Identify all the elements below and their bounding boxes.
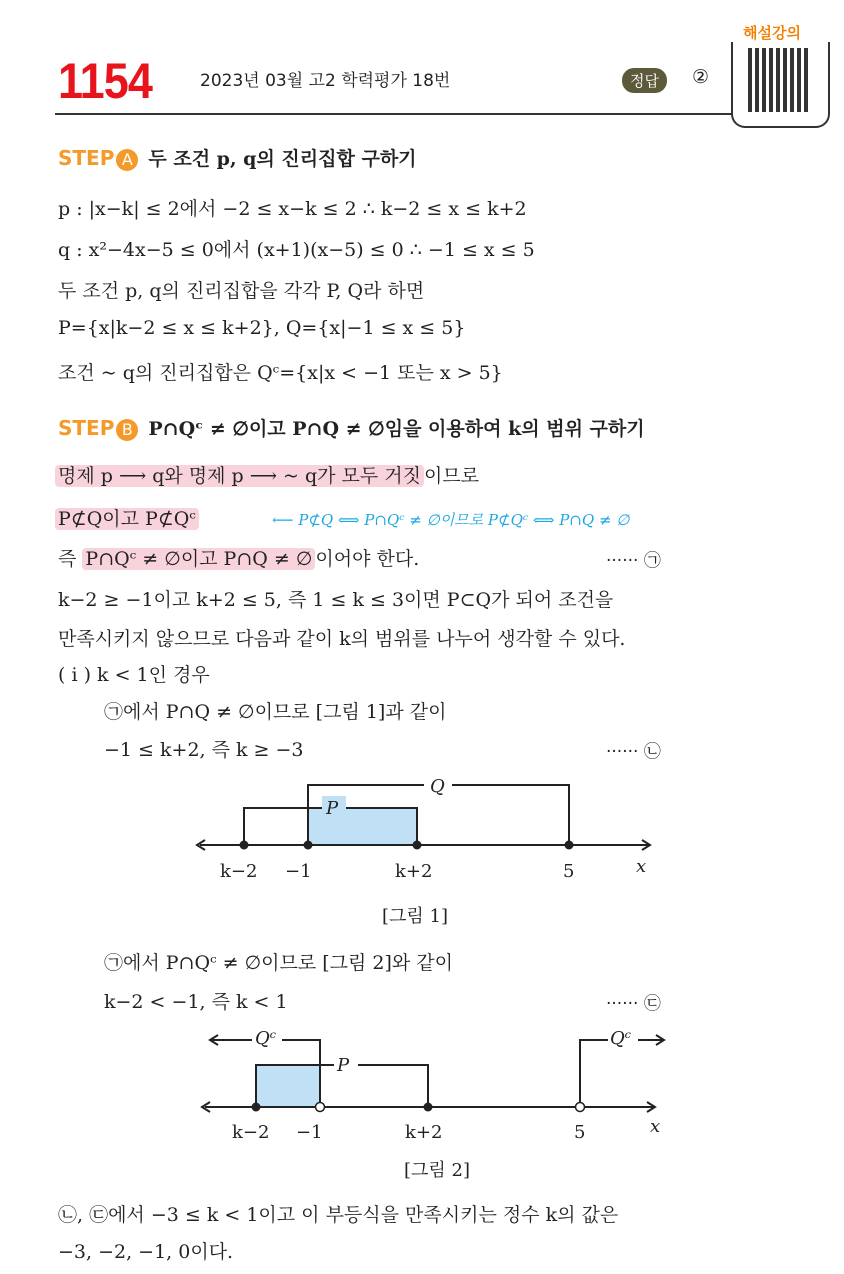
text-line — [55, 461, 479, 488]
figure-2 — [0, 1020, 844, 1190]
point — [565, 841, 574, 850]
side-note: ⟵ P⊄Q ⟺ P∩Qᶜ ≠ ∅이므로 P⊄Qᶜ ⟺ P∩Q ≠ ∅ — [272, 511, 630, 529]
step-label: STEP — [58, 416, 115, 440]
tick-label: 5 — [563, 861, 575, 882]
tick-label: k−2 — [220, 861, 258, 882]
point — [240, 841, 249, 850]
problem-number: 1154 — [58, 53, 153, 109]
figure-caption: [그림 1] — [382, 906, 448, 927]
text-line: 만족시키지 않으므로 다음과 같이 k의 범위를 나누어 생각할 수 있다. — [58, 628, 626, 650]
equation-mark: ······ ㉠ — [606, 551, 661, 571]
text-line: k−2 ≥ −1이고 k+2 ≤ 5, 즉 1 ≤ k ≤ 3이면 P⊂Q가 되어 조건을 — [58, 589, 614, 611]
text: 이어야 한다. — [315, 548, 420, 570]
text-line: 두 조건 p, q의 진리집합을 각각 P, Q라 하면 — [58, 280, 425, 302]
text: 이므로 — [423, 465, 480, 487]
text-line: −3, −2, −1, 0이다. — [58, 1241, 234, 1263]
step-label: STEP — [58, 146, 115, 170]
point — [424, 1103, 433, 1112]
text-line: k−2 < −1, 즉 k < 1 — [104, 991, 288, 1013]
problem-source: 2023년 03월 고2 학력평가 18번 — [200, 71, 451, 91]
point — [252, 1103, 261, 1112]
step-letter: A — [116, 149, 138, 171]
text-line: ㉠에서 P∩Qᶜ ≠ ∅이므로 [그림 2]와 같이 — [104, 952, 454, 974]
label-qc-right: Qᶜ — [610, 1028, 632, 1049]
step-letter: B — [116, 419, 138, 441]
case-heading: ( i ) k < 1인 경우 — [58, 664, 210, 686]
label-p: P — [326, 798, 339, 819]
text-line: −1 ≤ k+2, 즉 k ≥ −3 — [104, 739, 304, 761]
figure-caption: [그림 2] — [404, 1160, 470, 1181]
step-title: P∩Qᶜ ≠ ∅이고 P∩Q ≠ ∅임을 이용하여 k의 범위 구하기 — [148, 418, 645, 440]
text-line: p : |x−k| ≤ 2에서 −2 ≤ x−k ≤ 2 ∴ k−2 ≤ x ≤ k+2 — [58, 198, 527, 220]
axis-label: x — [650, 1116, 661, 1137]
open-point — [316, 1103, 325, 1112]
point — [413, 841, 422, 850]
qr-code-icon[interactable] — [748, 48, 810, 112]
text-line — [55, 504, 199, 531]
highlight: 명제 p ⟶ q와 명제 p ⟶ ~ q가 모두 거짓 — [55, 465, 424, 487]
tick-label: k+2 — [395, 861, 433, 882]
text-line: q : x²−4x−5 ≤ 0에서 (x+1)(x−5) ≤ 0 ∴ −1 ≤ x ≤ 5 — [58, 239, 535, 261]
tick-label: k+2 — [405, 1122, 443, 1143]
set-qc-right-bracket — [580, 1040, 662, 1107]
label-p: P — [337, 1055, 350, 1076]
text-line: P={x|k−2 ≤ x ≤ k+2}, Q={x|−1 ≤ x ≤ 5} — [58, 317, 466, 339]
label-qc-left: Qᶜ — [255, 1028, 277, 1049]
answer-value: ② — [692, 66, 710, 88]
tick-label: −1 — [296, 1122, 323, 1143]
text: 즉 — [58, 548, 83, 570]
tick-label: 5 — [574, 1122, 586, 1143]
text-line — [58, 544, 419, 571]
point — [304, 841, 313, 850]
step-b-heading — [58, 414, 645, 441]
step-title: 두 조건 p, q의 진리집합 구하기 — [148, 148, 417, 170]
figure-1 — [0, 760, 844, 940]
tick-label: k−2 — [232, 1122, 270, 1143]
highlight: P∩Qᶜ ≠ ∅이고 P∩Q ≠ ∅ — [82, 548, 315, 570]
text-line: 조건 ~ q의 진리집합은 Qᶜ={x|x < −1 또는 x > 5} — [58, 362, 503, 384]
axis-label: x — [636, 856, 647, 877]
header-divider — [55, 113, 735, 115]
answer-badge: 정답 — [622, 68, 667, 93]
equation-mark: ······ ㉡ — [606, 742, 661, 762]
tick-label: −1 — [285, 861, 312, 882]
text-line: ㉠에서 P∩Q ≠ ∅이므로 [그림 1]과 같이 — [104, 701, 447, 723]
label-q: Q — [430, 776, 445, 797]
open-point — [576, 1103, 585, 1112]
qr-label: 해설강의 — [743, 24, 801, 42]
text-line: ㉡, ㉢에서 −3 ≤ k < 1이고 이 부등식을 만족시키는 정수 k의 값은 — [58, 1204, 619, 1226]
highlight: P⊄Q이고 P⊄Qᶜ — [55, 508, 199, 530]
equation-mark: ······ ㉢ — [606, 994, 661, 1014]
step-a-heading — [58, 144, 417, 171]
shaded-region — [256, 1065, 320, 1107]
